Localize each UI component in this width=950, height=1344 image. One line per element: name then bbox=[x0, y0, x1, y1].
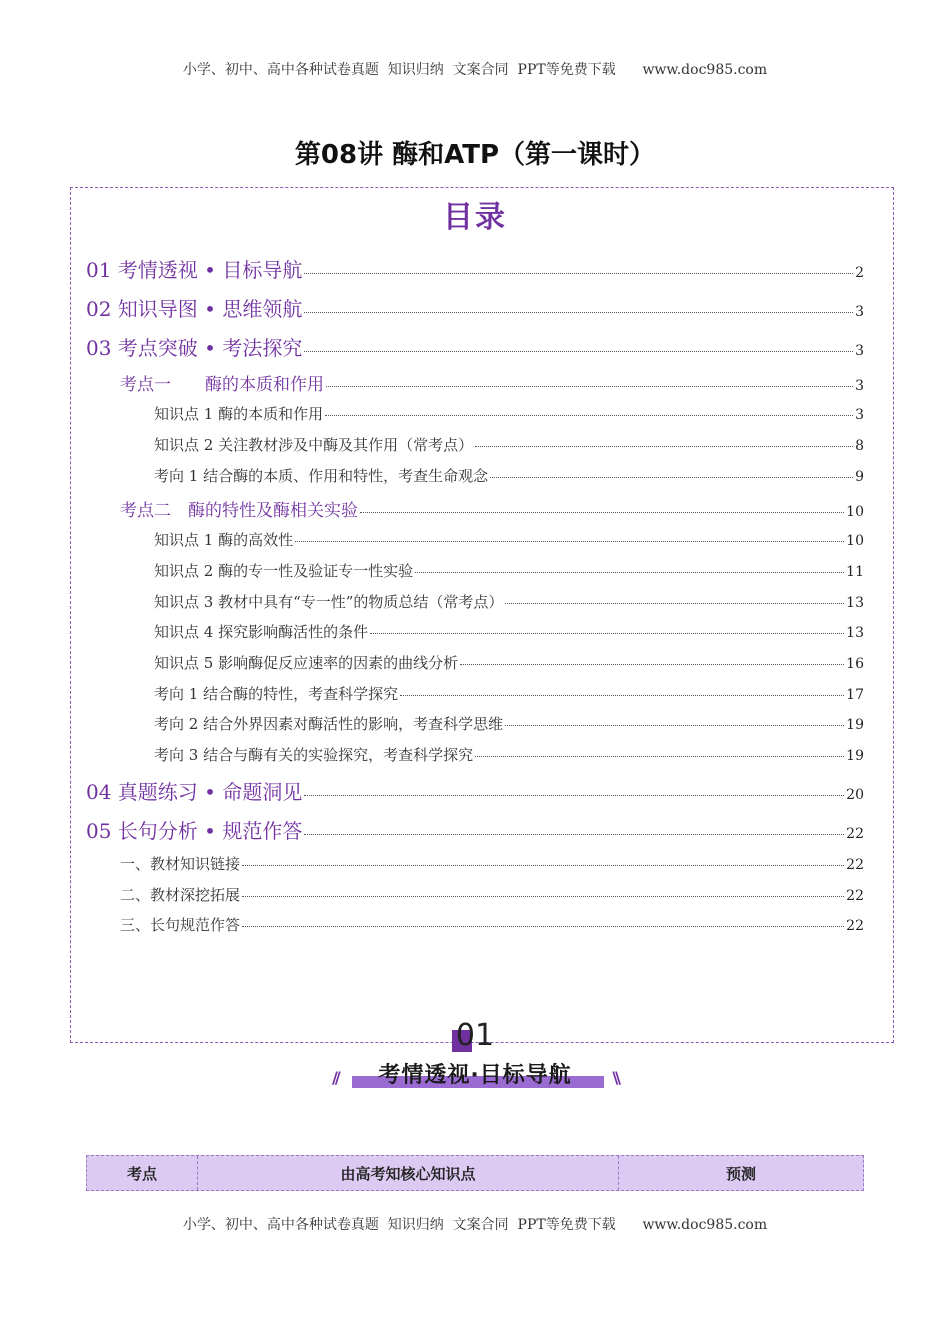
toc-entry[interactable] bbox=[154, 465, 864, 486]
toc-entry-label: 01 考情透视 • 目标导航 bbox=[86, 258, 303, 282]
toc-entry-label: 考点二 酶的特性及酶相关实验 bbox=[120, 501, 358, 521]
toc-entry[interactable] bbox=[120, 853, 864, 874]
toc-entry-label: 二、教材深挖拓展 bbox=[120, 886, 241, 904]
toc-entry-page: 2 bbox=[855, 265, 864, 281]
toc-entry[interactable] bbox=[154, 434, 864, 455]
toc-entry[interactable] bbox=[86, 293, 864, 322]
toc-entry[interactable] bbox=[154, 683, 864, 704]
toc-entry-page: 3 bbox=[855, 304, 864, 320]
toc-entry-label: 04 真题练习 • 命题洞见 bbox=[86, 780, 303, 804]
toc-entry[interactable] bbox=[154, 560, 864, 581]
table-header-cell: 考点 bbox=[87, 1156, 198, 1190]
toc-entry-page: 3 bbox=[855, 343, 864, 359]
slash-left-icon: // bbox=[332, 1068, 338, 1087]
toc-entry[interactable] bbox=[154, 652, 864, 673]
toc-entry-label: 考向 1 结合酶的特性，考查科学探究 bbox=[154, 685, 399, 703]
toc-entry[interactable] bbox=[154, 713, 864, 734]
toc-entry-page: 10 bbox=[846, 504, 864, 520]
toc-entry[interactable] bbox=[86, 254, 864, 283]
toc-entry-label: 知识点 1 酶的高效性 bbox=[154, 531, 294, 549]
toc-entry-label: 知识点 3 教材中具有“专一性”的物质总结（常考点） bbox=[154, 593, 504, 611]
toc-entry-label: 知识点 2 酶的专一性及验证专一性实验 bbox=[154, 562, 414, 580]
toc-entry-label: 考点一 酶的本质和作用 bbox=[120, 375, 324, 395]
section-number: 01 bbox=[455, 1018, 495, 1053]
toc-entry[interactable] bbox=[120, 370, 864, 395]
toc-entry-label: 考向 1 结合酶的本质、作用和特性，考查生命观念 bbox=[154, 467, 489, 485]
toc-entry-label: 知识点 1 酶的本质和作用 bbox=[154, 405, 324, 423]
toc-entry-label: 05 长句分析 • 规范作答 bbox=[86, 819, 303, 843]
toc-entry-label: 考向 2 结合外界因素对酶活性的影响，考查科学思维 bbox=[154, 715, 504, 733]
toc-entry-page: 11 bbox=[846, 564, 864, 580]
toc-entry-label: 知识点 5 影响酶促反应速率的因素的曲线分析 bbox=[154, 654, 459, 672]
toc-entry[interactable] bbox=[120, 914, 864, 935]
toc-entry-page: 16 bbox=[846, 656, 864, 672]
toc-entry[interactable] bbox=[86, 776, 864, 805]
slash-right-icon: \\ bbox=[612, 1068, 618, 1087]
toc-entry-label: 一、教材知识链接 bbox=[120, 855, 241, 873]
toc-entry-page: 10 bbox=[846, 533, 864, 549]
toc-entry[interactable] bbox=[154, 621, 864, 642]
toc-entry[interactable] bbox=[120, 884, 864, 905]
toc-entry-page: 13 bbox=[846, 595, 864, 611]
toc-entry[interactable] bbox=[120, 496, 864, 521]
toc-heading: 目录 bbox=[443, 200, 507, 235]
toc-entry[interactable] bbox=[86, 332, 864, 361]
toc-entry-page: 22 bbox=[846, 918, 864, 934]
toc-entry-label: 03 考点突破 • 考法探究 bbox=[86, 336, 303, 360]
toc-entry-page: 22 bbox=[846, 857, 864, 873]
toc-entry[interactable] bbox=[154, 403, 864, 424]
toc-entry[interactable] bbox=[154, 591, 864, 612]
toc-entry-page: 19 bbox=[846, 748, 864, 764]
table-header-row bbox=[86, 1155, 864, 1191]
toc-entry-page: 20 bbox=[846, 787, 864, 803]
toc-entry[interactable] bbox=[154, 744, 864, 765]
document-title: 第08讲 酶和ATP（第一课时） bbox=[294, 140, 656, 170]
toc-entry-label: 知识点 2 关注教材涉及中酶及其作用（常考点） bbox=[154, 436, 474, 454]
section-banner bbox=[330, 1058, 620, 1094]
toc-entry-label: 考向 3 结合与酶有关的实验探究，考查科学探究 bbox=[154, 746, 474, 764]
table-header-cell: 由高考知核心知识点 bbox=[198, 1156, 619, 1190]
toc-entry[interactable] bbox=[154, 529, 864, 550]
toc-entry-label: 知识点 4 探究影响酶活性的条件 bbox=[154, 623, 369, 641]
toc-entry-page: 22 bbox=[846, 826, 864, 842]
toc-entry-page: 8 bbox=[855, 438, 864, 454]
toc-entry-page: 13 bbox=[846, 625, 864, 641]
toc-entry-label: 三、长句规范作答 bbox=[120, 916, 241, 934]
table-header-cell: 预测 bbox=[725, 1164, 756, 1183]
page-footer: 小学、初中、高中各种试卷真题 知识归纳 文案合同 PPT等免费下载 www.doc985.com bbox=[182, 1217, 768, 1233]
section-banner-title: 考情透视·目标导航 bbox=[378, 1063, 572, 1088]
page-header: 小学、初中、高中各种试卷真题 知识归纳 文案合同 PPT等免费下载 www.doc985.com bbox=[182, 62, 768, 78]
toc-entry-label: 02 知识导图 • 思维领航 bbox=[86, 297, 303, 321]
toc-entry-page: 22 bbox=[846, 888, 864, 904]
toc-entry-page: 19 bbox=[846, 717, 864, 733]
toc-entry-page: 9 bbox=[855, 469, 864, 485]
toc-entry-page: 17 bbox=[846, 687, 864, 703]
toc-entry-page: 3 bbox=[855, 407, 864, 423]
toc-entry-page: 3 bbox=[855, 378, 864, 394]
toc-entry[interactable] bbox=[86, 815, 864, 844]
